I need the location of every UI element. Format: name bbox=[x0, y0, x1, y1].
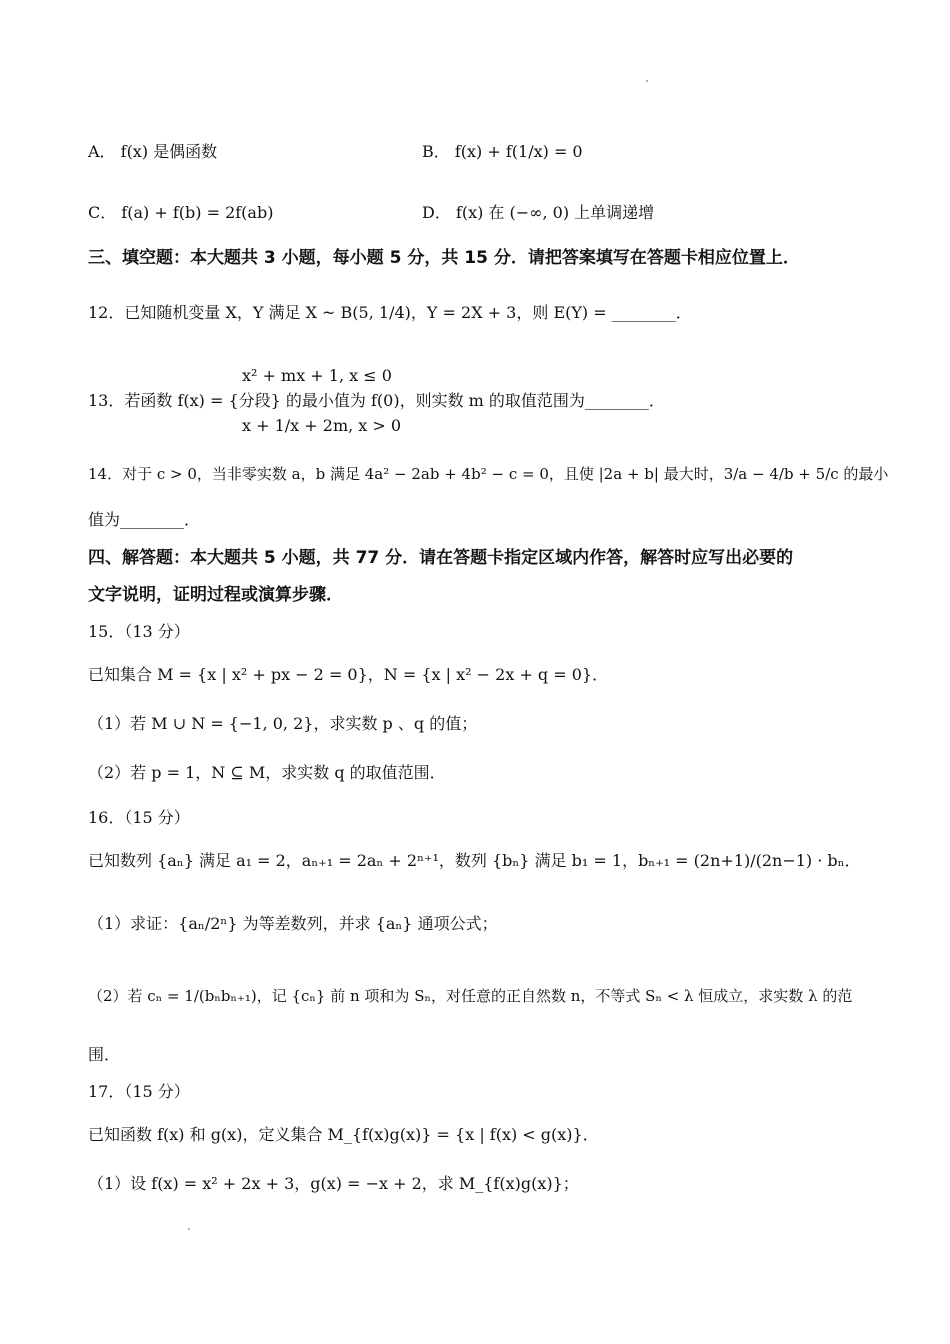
section-3-heading: 三、填空题：本大题共 3 小题，每小题 5 分，共 15 分．请把答案填写在答题卡相应位置上． bbox=[88, 248, 800, 268]
question-17-stem: 已知函数 f(x) 和 g(x)，定义集合 M_{f(x)g(x)} = {x | f(x) < g(x)}． bbox=[88, 1125, 599, 1144]
scan-dot-bottom bbox=[188, 1228, 190, 1230]
question-12: 12．已知随机变量 X，Y 满足 X ~ B(5, 1/4)，Y = 2X + 3，则 E(Y) = ________． bbox=[88, 303, 692, 322]
question-17-part-1: （1）设 f(x) = x² + 2x + 3，g(x) = −x + 2，求 M_{f(x)g(x)}； bbox=[88, 1174, 579, 1193]
question-16-stem: 已知数列 {aₙ} 满足 a₁ = 2，aₙ₊₁ = 2aₙ + 2ⁿ⁺¹，数列 {bₙ} 满足 b₁ = 1，bₙ₊₁ = (2n+1)/(2n−1) · bₙ． bbox=[88, 851, 861, 870]
option-a: A． f(x) 是偶函数 bbox=[88, 142, 218, 161]
question-14-line-1: 14．对于 c > 0，当非零实数 a，b 满足 4a² − 2ab + 4b² − c = 0，且使 |2a + b| 最大时，3/a − 4/b + 5/c 的最小 bbox=[88, 465, 889, 483]
option-d: D． f(x) 在 (−∞, 0) 上单调递增 bbox=[422, 203, 655, 222]
question-15-part-1: （1）若 M ∪ N = {−1, 0, 2}，求实数 p 、q 的值； bbox=[88, 714, 478, 733]
question-13: 13．若函数 f(x) = {分段} 的最小值为 f(0)，则实数 m 的取值范围为________． bbox=[88, 391, 665, 410]
question-13-case-2: x + 1/x + 2m, x > 0 bbox=[242, 416, 402, 435]
section-4-heading-line-2: 文字说明，证明过程或演算步骤． bbox=[88, 585, 343, 605]
question-16-part-2-line-2: 围． bbox=[88, 1045, 121, 1064]
question-16-part-2-line-1: （2）若 cₙ = 1/(bₙbₙ₊₁)，记 {cₙ} 前 n 项和为 Sₙ，对任意的正自然数 n，不等式 Sₙ < λ 恒成立，求实数 λ 的范 bbox=[88, 987, 853, 1005]
question-15-stem: 已知集合 M = {x | x² + px − 2 = 0}，N = {x | x² − 2x + q = 0}． bbox=[88, 665, 609, 684]
scan-dot-top bbox=[646, 80, 648, 82]
question-13-case-1: x² + mx + 1, x ≤ 0 bbox=[242, 366, 392, 385]
question-17-score: 17．（15 分） bbox=[88, 1082, 190, 1101]
option-c: C． f(a) + f(b) = 2f(ab) bbox=[88, 203, 274, 222]
section-4-heading-line-1: 四、解答题：本大题共 5 小题，共 77 分．请在答题卡指定区域内作答，解答时应写出必要的 bbox=[88, 548, 794, 568]
question-16-score: 16．（15 分） bbox=[88, 808, 190, 827]
option-b: B． f(x) + f(1/x) = 0 bbox=[422, 142, 583, 161]
question-15-part-2: （2）若 p = 1，N ⊆ M，求实数 q 的取值范围． bbox=[88, 763, 446, 782]
question-14-line-2: 值为________． bbox=[88, 510, 201, 529]
question-16-part-1: （1）求证：{aₙ/2ⁿ} 为等差数列，并求 {aₙ} 通项公式； bbox=[88, 914, 498, 933]
question-15-score: 15．（13 分） bbox=[88, 622, 190, 641]
